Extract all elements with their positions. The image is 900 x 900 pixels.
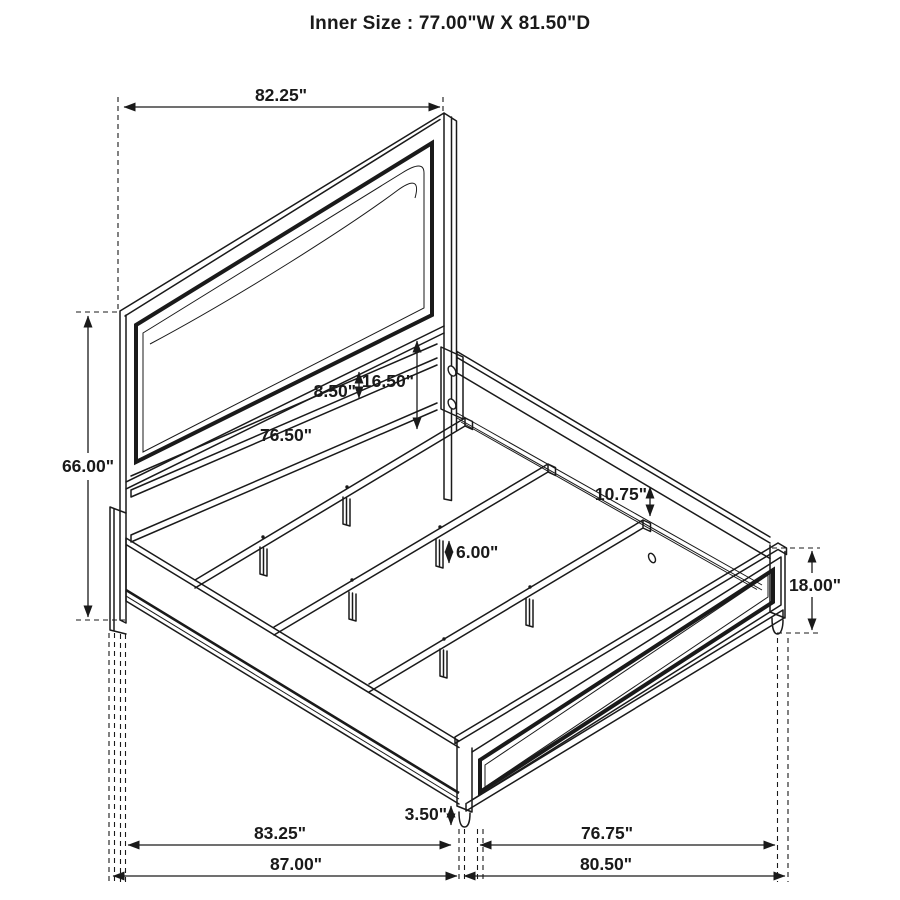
dim-label-footboard-inner-width: 76.75" bbox=[580, 823, 634, 843]
footboard-panel-groove bbox=[480, 570, 773, 792]
dim-label-overall-depth: 87.00" bbox=[269, 854, 323, 874]
dim-label-rail-slat-gap: 10.75" bbox=[594, 484, 647, 504]
dim-label-cleat-spacing: 8.50" bbox=[313, 381, 356, 401]
right-rail-lines bbox=[457, 352, 770, 559]
headboard-left-leg bbox=[110, 507, 126, 634]
dim-label-footboard-height: 18.00" bbox=[788, 575, 842, 595]
headboard-outline bbox=[120, 113, 457, 623]
dim-label-lower-section: 16.50" bbox=[361, 371, 414, 391]
dim-label-headboard-height: 66.00" bbox=[61, 456, 115, 476]
headboard-upholstery-curve bbox=[150, 183, 417, 344]
footboard-top-rim bbox=[455, 543, 787, 744]
left-side-rail bbox=[126, 538, 459, 804]
slat-2 bbox=[274, 464, 556, 635]
left-rail-molding-line bbox=[126, 596, 459, 799]
extension-lines bbox=[76, 97, 820, 882]
dim-label-side-rail-length: 83.25" bbox=[253, 823, 307, 843]
footboard-inner-panel bbox=[485, 575, 768, 787]
left-rail-molding bbox=[126, 590, 459, 793]
ledge-slot-hole bbox=[647, 552, 657, 564]
headboard-panel-bottom-edge bbox=[126, 326, 444, 489]
headboard-inner-panel bbox=[143, 166, 424, 452]
dim-label-foot-height: 3.50" bbox=[404, 804, 447, 824]
dim-label-headboard-width: 82.25" bbox=[254, 85, 308, 105]
dim-label-footboard-width: 80.50" bbox=[579, 854, 633, 874]
footboard-base-molding bbox=[466, 610, 784, 811]
headboard-panel-groove bbox=[136, 143, 432, 462]
page-title: Inner Size : 77.00"W X 81.50"D bbox=[309, 13, 591, 34]
slat-screw-dots bbox=[261, 485, 531, 640]
left-rail-lines bbox=[126, 538, 459, 804]
dim-label-inner-rail-width: 76.50" bbox=[259, 425, 313, 445]
right-side-rail bbox=[457, 352, 770, 591]
footboard-left-foot bbox=[459, 812, 470, 827]
dimension-lines bbox=[88, 107, 812, 876]
slats bbox=[195, 418, 651, 692]
footboard bbox=[455, 543, 787, 827]
slat-1 bbox=[195, 418, 473, 588]
dim-label-leg-height: 6.00" bbox=[456, 542, 499, 562]
